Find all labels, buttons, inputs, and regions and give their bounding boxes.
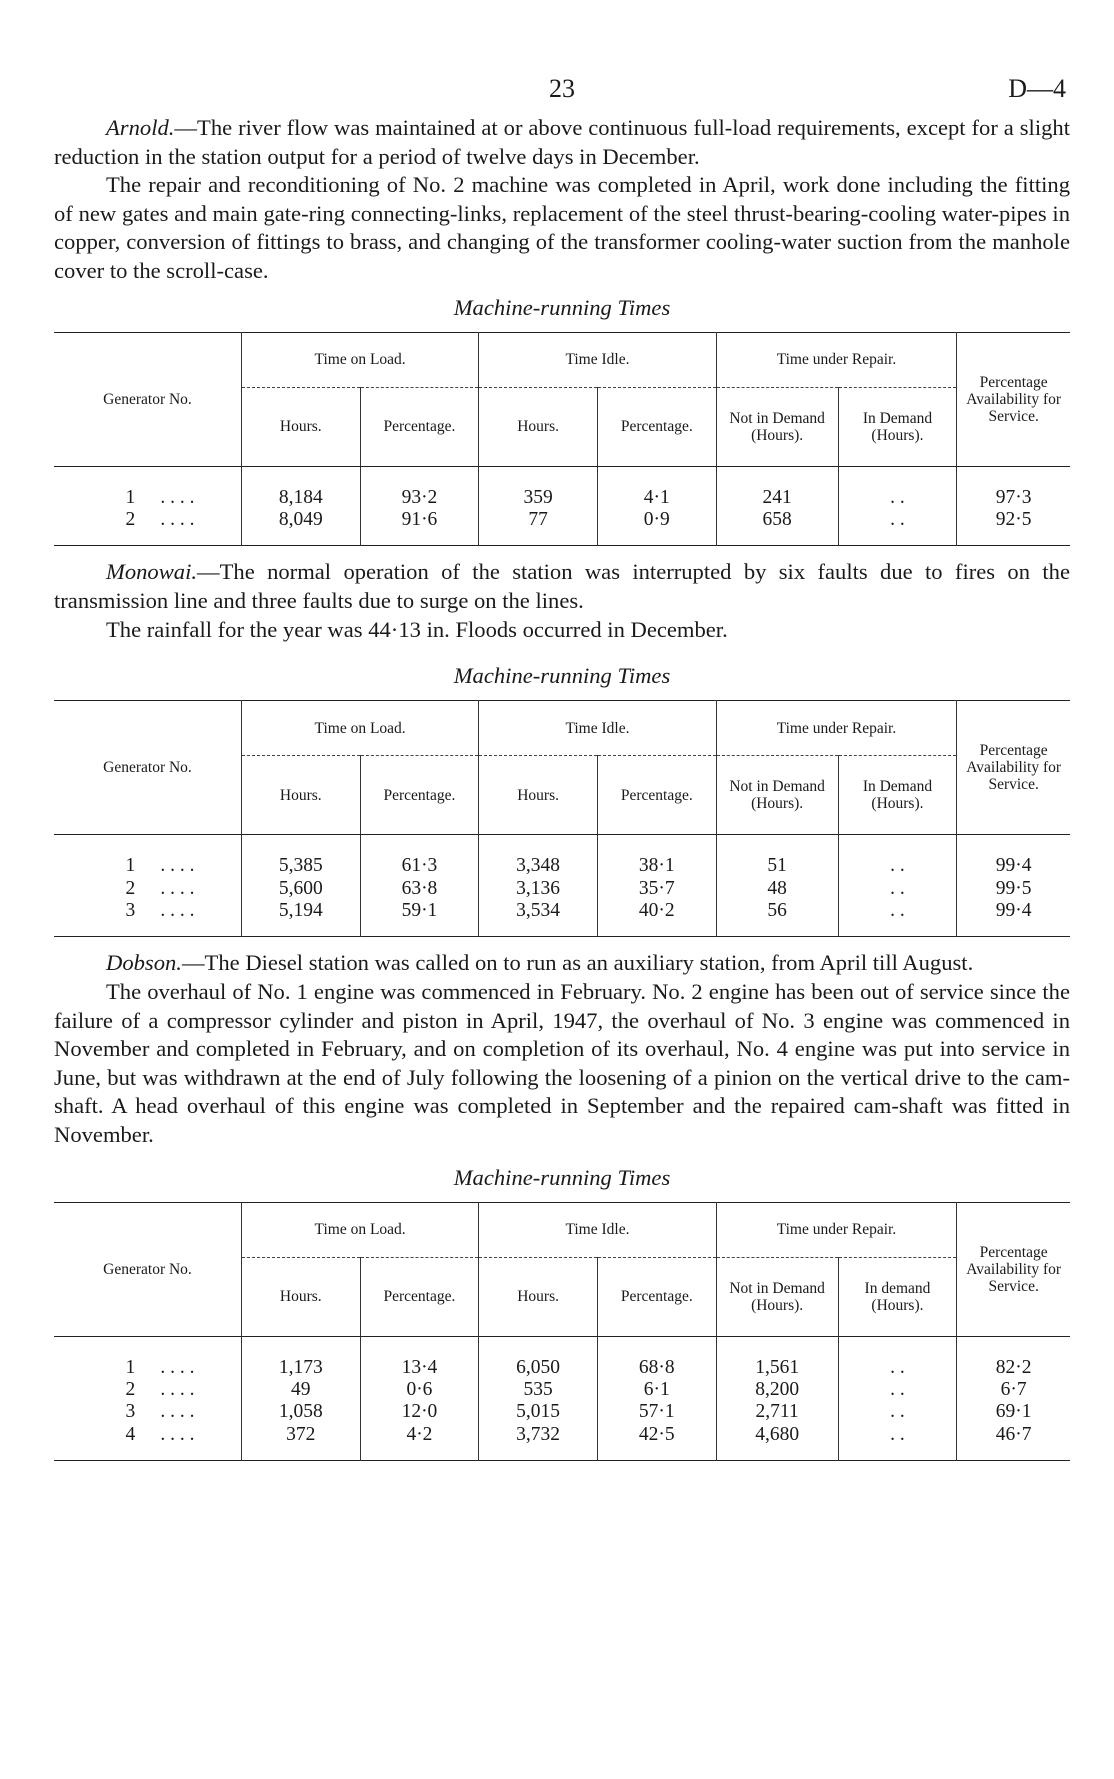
repair-in-demand: . . [838, 878, 957, 900]
repair-in-demand: . . [838, 900, 957, 937]
header-load-hours: Hours. [241, 756, 360, 835]
header-repair-not-in-demand: Not in Demand (Hours). [716, 756, 838, 835]
load-percentage: 59·1 [360, 900, 479, 937]
dot-leader: . . . . [160, 1378, 195, 1400]
generator-number: 2 [125, 1378, 136, 1400]
load-percentage: 63·8 [360, 878, 479, 900]
availability: 46·7 [957, 1424, 1070, 1461]
table-row [54, 900, 1070, 937]
repair-not-in-demand: 2,711 [716, 1401, 838, 1423]
load-hours: 8,049 [241, 509, 360, 546]
table-caption-arnold: Machine-running Times [453, 294, 671, 320]
idle-percentage: 35·7 [597, 878, 716, 900]
load-hours: 1,173 [241, 1336, 360, 1379]
page-number: 23 [549, 74, 575, 103]
header-load-hours: Hours. [241, 387, 360, 466]
idle-percentage: 57·1 [597, 1401, 716, 1423]
header-generator-no: Generator No. [54, 332, 241, 466]
idle-percentage: 6·1 [597, 1379, 716, 1401]
table-row [54, 1401, 1070, 1423]
idle-hours: 5,015 [479, 1401, 598, 1423]
header-idle-hours: Hours. [479, 756, 598, 835]
header-generator-no: Generator No. [54, 1202, 241, 1336]
header-availability: Percentage Availability for Service. [957, 332, 1070, 466]
page-header [54, 74, 1070, 114]
load-hours: 8,184 [241, 466, 360, 509]
repair-in-demand: . . [838, 1424, 957, 1461]
idle-hours: 3,136 [479, 878, 598, 900]
header-idle-percentage: Percentage. [597, 1257, 716, 1336]
idle-percentage: 40·2 [597, 900, 716, 937]
header-time-on-load: Time on Load. [241, 701, 478, 756]
monowai-text-1: —The normal operation of the station was interrupted by six faults due to fires on the transmission line and three faults due to surge on the lines. [54, 559, 1070, 613]
generator-number: 1 [125, 486, 136, 508]
repair-in-demand: . . [838, 1336, 957, 1379]
dobson-text-1: —The Diesel station was called on to run as an auxiliary station, from April till August. [181, 950, 974, 976]
generator-number: 3 [125, 899, 136, 921]
dot-leader: . . . . [160, 855, 195, 877]
availability: 99·5 [957, 878, 1070, 900]
table-caption-dobson: Machine-running Times [453, 1164, 671, 1190]
repair-not-in-demand: 658 [716, 509, 838, 546]
machine-running-table-dobson [54, 1202, 1070, 1462]
idle-percentage: 68·8 [597, 1336, 716, 1379]
header-time-idle: Time Idle. [479, 332, 716, 387]
header-load-percentage: Percentage. [360, 387, 479, 466]
header-load-hours: Hours. [241, 1257, 360, 1336]
header-idle-hours: Hours. [479, 1257, 598, 1336]
load-hours: 1,058 [241, 1401, 360, 1423]
dobson-paragraph-1 [54, 949, 1070, 978]
idle-percentage: 0·9 [597, 509, 716, 546]
header-time-idle: Time Idle. [479, 701, 716, 756]
arnold-paragraph-1 [54, 114, 1070, 171]
generator-number: 4 [125, 1423, 136, 1445]
repair-not-in-demand: 8,200 [716, 1379, 838, 1401]
document-reference: D—4 [1008, 74, 1066, 103]
repair-not-in-demand: 51 [716, 835, 838, 878]
idle-hours: 77 [479, 509, 598, 546]
repair-not-in-demand: 56 [716, 900, 838, 937]
load-percentage: 93·2 [360, 466, 479, 509]
machine-running-table-monowai [54, 700, 1070, 937]
availability: 92·5 [957, 509, 1070, 546]
availability: 69·1 [957, 1401, 1070, 1423]
header-repair-in-demand: In Demand (Hours). [838, 756, 957, 835]
idle-hours: 359 [479, 466, 598, 509]
header-time-idle: Time Idle. [479, 1202, 716, 1257]
dot-leader: . . . . [160, 508, 195, 530]
repair-not-in-demand: 48 [716, 878, 838, 900]
dot-leader: . . . . [160, 486, 195, 508]
header-time-under-repair: Time under Repair. [716, 701, 957, 756]
dot-leader: . . . . [160, 877, 195, 899]
idle-hours: 535 [479, 1379, 598, 1401]
header-generator-no: Generator No. [54, 701, 241, 835]
header-time-on-load: Time on Load. [241, 332, 478, 387]
repair-not-in-demand: 1,561 [716, 1336, 838, 1379]
load-percentage: 0·6 [360, 1379, 479, 1401]
availability: 97·3 [957, 466, 1070, 509]
idle-percentage: 4·1 [597, 466, 716, 509]
load-hours: 49 [241, 1379, 360, 1401]
table-row [54, 509, 1070, 546]
load-hours: 5,600 [241, 878, 360, 900]
repair-not-in-demand: 4,680 [716, 1424, 838, 1461]
dot-leader: . . . . [160, 899, 195, 921]
table-row [54, 1336, 1070, 1379]
document-page [54, 74, 1070, 1461]
idle-percentage: 38·1 [597, 835, 716, 878]
header-idle-percentage: Percentage. [597, 387, 716, 466]
station-name-monowai: Monowai. [106, 559, 198, 585]
availability: 99·4 [957, 835, 1070, 878]
repair-in-demand: . . [838, 1379, 957, 1401]
header-idle-percentage: Percentage. [597, 756, 716, 835]
table-row [54, 1379, 1070, 1401]
table-row [54, 466, 1070, 509]
idle-hours: 3,534 [479, 900, 598, 937]
load-percentage: 61·3 [360, 835, 479, 878]
generator-number: 2 [125, 877, 136, 899]
header-repair-not-in-demand: Not in Demand (Hours). [716, 387, 838, 466]
header-availability: Percentage Availability for Service. [957, 701, 1070, 835]
header-load-percentage: Percentage. [360, 1257, 479, 1336]
header-repair-in-demand: In demand (Hours). [838, 1257, 957, 1336]
table-row [54, 878, 1070, 900]
generator-number: 3 [125, 1401, 136, 1423]
availability: 6·7 [957, 1379, 1070, 1401]
station-name-arnold: Arnold. [106, 115, 175, 140]
monowai-paragraph-2: The rainfall for the year was 44·13 in. Floods occurred in December. [106, 616, 728, 642]
idle-hours: 3,348 [479, 835, 598, 878]
header-repair-not-in-demand: Not in Demand (Hours). [716, 1257, 838, 1336]
header-time-on-load: Time on Load. [241, 1202, 478, 1257]
load-percentage: 13·4 [360, 1336, 479, 1379]
repair-in-demand: . . [838, 509, 957, 546]
idle-percentage: 42·5 [597, 1424, 716, 1461]
dot-leader: . . . . [160, 1401, 195, 1423]
repair-in-demand: . . [838, 835, 957, 878]
header-time-under-repair: Time under Repair. [716, 1202, 957, 1257]
idle-hours: 3,732 [479, 1424, 598, 1461]
header-availability: Percentage Availability for Service. [957, 1202, 1070, 1336]
dobson-paragraph-2: The overhaul of No. 1 engine was commenced in February. No. 2 engine has been out of service since the failure of a compressor cylinder and piston in April, 1947, the overhaul of No. 3 engine was commenced in November and completed in February, and on completion of its overhaul, No. 4 engine was put into service in June, but was withdrawn at the end of July following the loosening of a pinion on the vertical drive to the cam-shaft. A head overhaul of this engine was completed in September and the repaired cam-shaft was fitted in November. [54, 978, 1070, 1147]
repair-in-demand: . . [838, 1401, 957, 1423]
header-load-percentage: Percentage. [360, 756, 479, 835]
load-hours: 5,385 [241, 835, 360, 878]
header-idle-hours: Hours. [479, 387, 598, 466]
generator-number: 1 [125, 855, 136, 877]
machine-running-table-arnold [54, 332, 1070, 547]
header-time-under-repair: Time under Repair. [716, 332, 957, 387]
generator-number: 1 [125, 1356, 136, 1378]
load-percentage: 12·0 [360, 1401, 479, 1423]
availability: 99·4 [957, 900, 1070, 937]
idle-hours: 6,050 [479, 1336, 598, 1379]
load-hours: 5,194 [241, 900, 360, 937]
header-repair-in-demand: In Demand (Hours). [838, 387, 957, 466]
dot-leader: . . . . [160, 1356, 195, 1378]
table-caption-monowai: Machine-running Times [453, 663, 671, 689]
load-hours: 372 [241, 1424, 360, 1461]
generator-number: 2 [125, 508, 136, 530]
load-percentage: 91·6 [360, 509, 479, 546]
station-name-dobson: Dobson. [106, 950, 182, 976]
load-percentage: 4·2 [360, 1424, 479, 1461]
repair-in-demand: . . [838, 466, 957, 509]
dot-leader: . . . . [160, 1423, 195, 1445]
monowai-paragraph-1 [54, 558, 1070, 615]
table-row [54, 1424, 1070, 1461]
arnold-paragraph-2: The repair and reconditioning of No. 2 machine was completed in April, work done including the fitting of new gates and main gate-ring connecting-links, replacement of the steel thrust-bearing-cooling water-pipes in copper, conversion of fittings to brass, and changing of the transformer cooling-water suction from the manhole cover to the scroll-case. [54, 172, 1070, 283]
repair-not-in-demand: 241 [716, 466, 838, 509]
table-row [54, 835, 1070, 878]
availability: 82·2 [957, 1336, 1070, 1379]
arnold-text-1: —The river flow was maintained at or above continuous full-load requirements, except for a slight reduction in the station output for a period of twelve days in December. [54, 115, 1070, 169]
